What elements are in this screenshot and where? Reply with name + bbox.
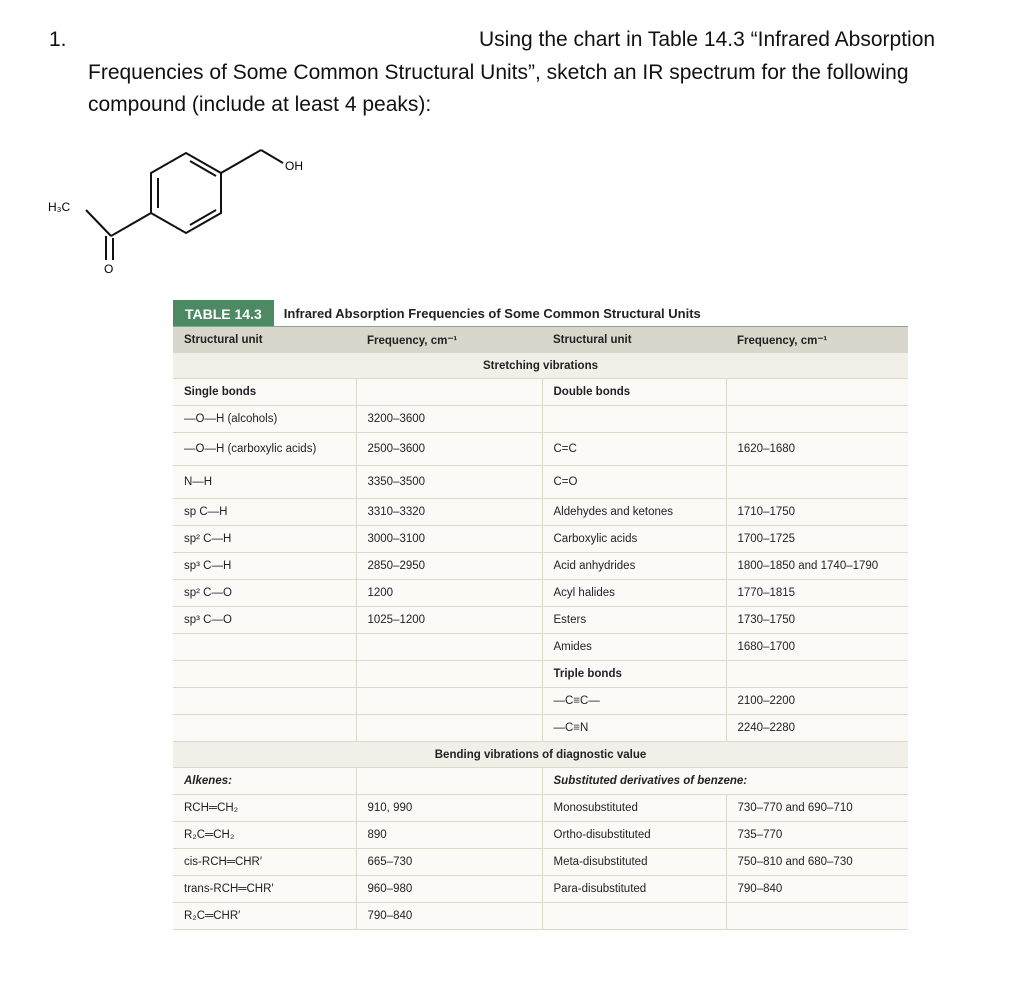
table-cell: 890: [356, 822, 542, 849]
table-cell: 1800–1850 and 1740–1790: [726, 553, 908, 580]
table-header-bar: [173, 300, 908, 327]
table-cell: 3200–3600: [356, 406, 542, 433]
table-cell: [173, 715, 356, 742]
table-row: [173, 499, 908, 526]
table-number: TABLE 14.3: [173, 300, 274, 327]
table-cell: Carboxylic acids: [542, 526, 726, 553]
table-cell: [542, 406, 726, 433]
table-cell: —O—H (carboxylic acids): [173, 433, 356, 466]
question-text-line-1: Using the chart in Table 14.3 “Infrared Absorption: [479, 28, 936, 51]
table-row: [173, 849, 908, 876]
table-cell: [356, 688, 542, 715]
table-cell: [726, 661, 908, 688]
table-cell: 2240–2280: [726, 715, 908, 742]
table-cell: Aldehydes and ketones: [542, 499, 726, 526]
table-cell: R₂C═CH₂: [173, 822, 356, 849]
table-cell: Acid anhydrides: [542, 553, 726, 580]
table-cell: —C≡N: [542, 715, 726, 742]
table-cell: cis-RCH═CHR′: [173, 849, 356, 876]
table-row: [173, 580, 908, 607]
table-row: [173, 661, 908, 688]
question-text-line-2: Frequencies of Some Common Structural Units”, sketch an IR spectrum for the following: [88, 61, 909, 84]
group-label: Substituted derivatives of benzene:: [542, 768, 908, 795]
carbonyl-oxygen-label: O: [104, 262, 114, 276]
table-cell: 3310–3320: [356, 499, 542, 526]
divider: [173, 326, 908, 327]
table-cell: 2500–3600: [356, 433, 542, 466]
table-row: [173, 607, 908, 634]
table-cell: Meta-disubstituted: [542, 849, 726, 876]
table-cell: sp C—H: [173, 499, 356, 526]
table-cell: 2850–2950: [356, 553, 542, 580]
table-cell: [356, 661, 542, 688]
column-header: Frequency, cm⁻¹: [356, 327, 542, 353]
table-row: [173, 553, 908, 580]
table-cell: C=C: [542, 433, 726, 466]
methyl-label: H₃C: [48, 200, 71, 214]
table-cell: Esters: [542, 607, 726, 634]
table-cell: 3350–3500: [356, 466, 542, 499]
table-cell: 1710–1750: [726, 499, 908, 526]
table-cell: 1620–1680: [726, 433, 908, 466]
table-row: [173, 903, 908, 930]
table-cell: C=O: [542, 466, 726, 499]
table-cell: sp³ C—O: [173, 607, 356, 634]
table-cell: [726, 466, 908, 499]
table-cell: [726, 903, 908, 930]
table-cell: [173, 688, 356, 715]
table-cell: 730–770 and 690–710: [726, 795, 908, 822]
table-cell: 1025–1200: [356, 607, 542, 634]
table-row: [173, 822, 908, 849]
table-cell: [726, 406, 908, 433]
column-header: Frequency, cm⁻¹: [726, 327, 908, 353]
table-row: [173, 526, 908, 553]
question-number: 1.: [49, 28, 67, 51]
table-cell: [356, 715, 542, 742]
table-cell: —C≡C—: [542, 688, 726, 715]
table-cell: [542, 903, 726, 930]
table-cell: 1730–1750: [726, 607, 908, 634]
table-cell: 1680–1700: [726, 634, 908, 661]
table-body: [173, 327, 908, 930]
ir-frequency-table: [173, 300, 908, 930]
table-cell: sp² C—O: [173, 580, 356, 607]
table-cell: [173, 634, 356, 661]
table-row: [173, 634, 908, 661]
question-text-line-3: compound (include at least 4 peaks):: [88, 93, 432, 116]
table-cell: 735–770: [726, 822, 908, 849]
table-cell: 960–980: [356, 876, 542, 903]
table-cell: 2100–2200: [726, 688, 908, 715]
table-column-headers: [173, 327, 908, 353]
section-label: Stretching vibrations: [173, 353, 908, 379]
table-row: [173, 406, 908, 433]
table-cell: [173, 661, 356, 688]
table-row: [173, 688, 908, 715]
group-label: Single bonds: [173, 379, 356, 406]
table-cell: Para-disubstituted: [542, 876, 726, 903]
table-cell: sp² C—H: [173, 526, 356, 553]
table-cell: 1770–1815: [726, 580, 908, 607]
table-row: [173, 466, 908, 499]
table-cell: 790–840: [356, 903, 542, 930]
section-label: Bending vibrations of diagnostic value: [173, 742, 908, 768]
table-cell: 3000–3100: [356, 526, 542, 553]
table-cell: 910, 990: [356, 795, 542, 822]
oh-label: OH: [285, 159, 303, 173]
table-cell: N—H: [173, 466, 356, 499]
table-cell: trans-RCH═CHR′: [173, 876, 356, 903]
table-row: [173, 768, 908, 795]
section-row: [173, 742, 908, 768]
group-label: Triple bonds: [542, 661, 726, 688]
table-row: [173, 795, 908, 822]
table-cell: Ortho-disubstituted: [542, 822, 726, 849]
table-cell: Monosubstituted: [542, 795, 726, 822]
section-row: [173, 353, 908, 379]
table-title: Infrared Absorption Frequencies of Some Common Structural Units: [283, 306, 701, 321]
table-cell: Amides: [542, 634, 726, 661]
group-label: Double bonds: [542, 379, 726, 406]
table-row: [173, 379, 908, 406]
table-cell: R₂C═CHR′: [173, 903, 356, 930]
table-cell: [356, 634, 542, 661]
molecule-structure: [40, 130, 340, 280]
group-label: Alkenes:: [173, 768, 356, 795]
table-cell: sp³ C—H: [173, 553, 356, 580]
column-header: Structural unit: [542, 327, 726, 353]
table-cell: —O—H (alcohols): [173, 406, 356, 433]
table-row: [173, 715, 908, 742]
column-header: Structural unit: [173, 327, 356, 353]
table-cell: RCH═CH₂: [173, 795, 356, 822]
table-cell: 1200: [356, 580, 542, 607]
table-row: [173, 433, 908, 466]
table-cell: 665–730: [356, 849, 542, 876]
table-cell: 750–810 and 680–730: [726, 849, 908, 876]
table-cell: 1700–1725: [726, 526, 908, 553]
table-row: [173, 876, 908, 903]
table-cell: Acyl halides: [542, 580, 726, 607]
table-cell: 790–840: [726, 876, 908, 903]
